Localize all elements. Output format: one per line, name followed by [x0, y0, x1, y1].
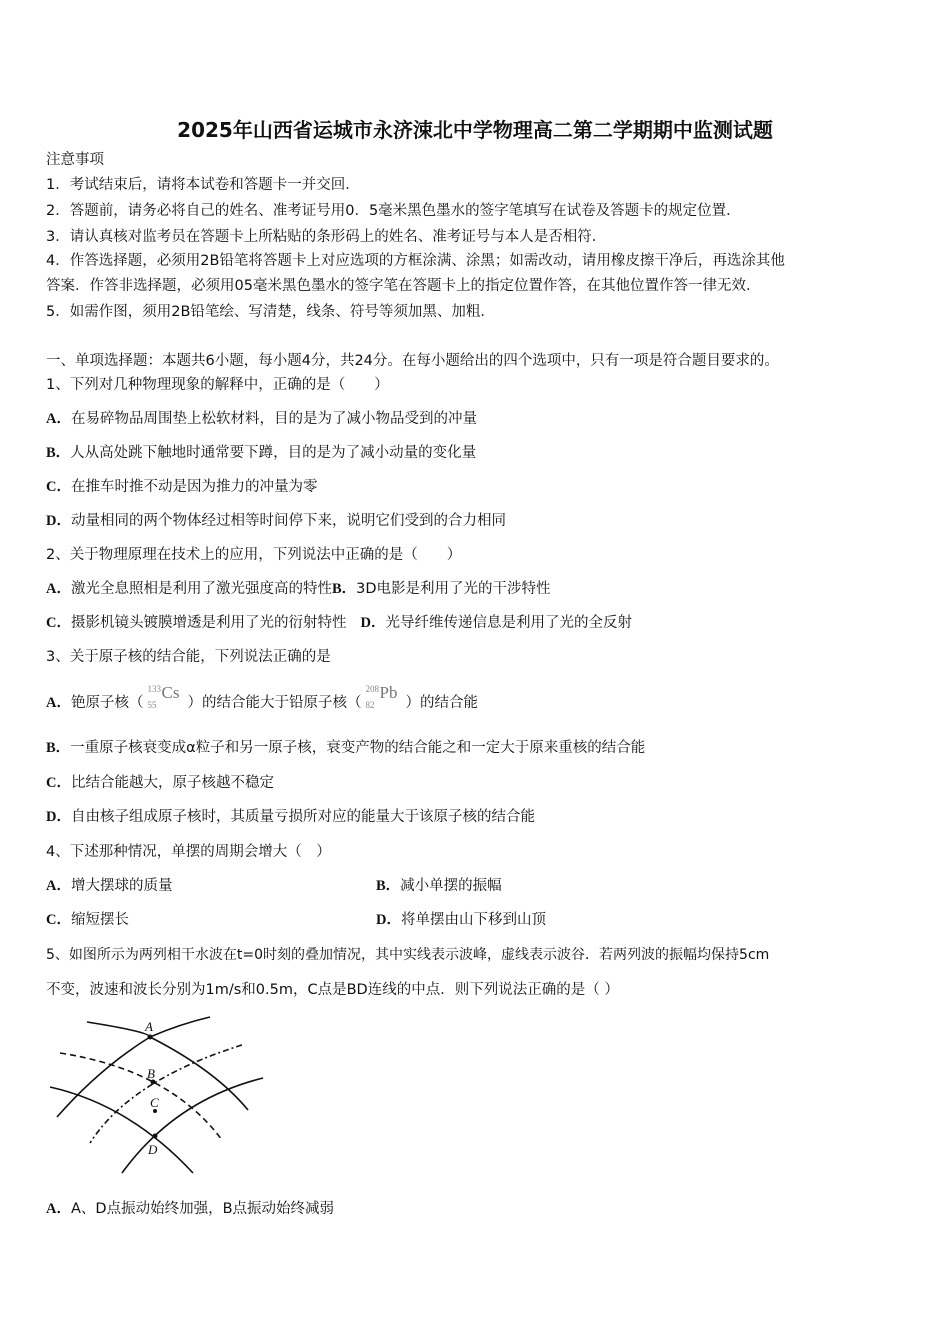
option-label: B．: [46, 740, 71, 756]
option-text: 动量相同的两个物体经过相等时间停下来，说明它们受到的合力相同: [70, 513, 506, 529]
atomic-number: 82: [365, 700, 375, 710]
notice-item: 5．如需作图，须用2B铅笔绘、写清楚，线条、符号等须加黑、加粗．: [46, 304, 495, 320]
option-label: C．: [46, 775, 71, 791]
option-label: B．: [376, 878, 401, 894]
option-text: 将单摆由山下移到山顶: [400, 912, 546, 928]
notice-item: 1．考试结束后，请将本试卷和答题卡一并交回．: [46, 177, 360, 193]
label-a: A: [145, 1019, 153, 1034]
trough-line: [90, 1045, 242, 1143]
option-text: 铯原子核（: [70, 695, 144, 711]
option-text: 激光全息照相是利用了激光强度高的特性: [70, 581, 332, 597]
label-c: C: [150, 1095, 159, 1110]
section-heading: 一、单项选择题：本题共6小题，每小题4分，共24分。在每小题给出的四个选项中，只有一项是符合题目要求的。: [46, 353, 779, 369]
question-1-stem: 1、下列对几种物理现象的解释中，正确的是（ ）: [46, 377, 389, 393]
option-label: B．: [331, 581, 357, 597]
mass-number: 133: [147, 684, 161, 694]
crest-line: [150, 1037, 248, 1110]
crest-line: [122, 1078, 263, 1173]
option-label: D．: [46, 809, 71, 825]
option-label: C．: [46, 479, 71, 495]
option-text: 3D电影是利用了光的干涉特性: [356, 581, 551, 597]
question-5-stem-line2: 不变，波速和波长分别为1m/s和0.5m，C点是BD连线的中点．则下列说法正确的是（ ）: [46, 982, 619, 998]
option-text: A、D点振动始终加强，B点振动始终减弱: [70, 1201, 335, 1217]
q5-option-a[interactable]: [46, 1199, 334, 1219]
mass-number: 208: [365, 684, 379, 694]
option-text: ）的结合能大于铅原子核（: [187, 695, 362, 711]
atomic-number: 55: [147, 700, 157, 710]
option-label: D．: [46, 513, 71, 529]
option-text: 减小单摆的振幅: [400, 878, 502, 894]
option-label: A．: [46, 878, 71, 894]
option-label: B．: [46, 445, 71, 461]
question-3-stem: 3、关于原子核的结合能，下列说法正确的是: [46, 649, 331, 665]
page-title: 2025年山西省运城市永济涑北中学物理高二第二学期期中监测试题: [177, 118, 773, 142]
option-text: 在易碎物品周围垫上松软材料，目的是为了减小物品受到的冲量: [70, 411, 477, 427]
option-text: ）的结合能: [405, 695, 478, 711]
notice-item: 2．答题前，请务必将自己的姓名、准考证号用0．5毫米黑色墨水的签字笔填写在试卷及答题卡的规定位置．: [46, 203, 741, 219]
question-4-stem: 4、下述那种情况，单摆的周期会增大（ ）: [46, 844, 331, 860]
label-d: D: [148, 1142, 158, 1157]
notice-item: 答案．作答非选择题，必须用05毫米黑色墨水的签字笔在答题卡上的指定位置作答，在其他位置作答一律无效．: [46, 278, 761, 294]
point-d-dot: [153, 1134, 158, 1139]
option-label: C．: [46, 615, 71, 631]
crest-line: [50, 1087, 193, 1173]
option-text: 在推车时推不动是因为推力的冲量为零: [70, 479, 318, 495]
option-label: D．: [376, 912, 401, 928]
option-label: A．: [46, 1201, 71, 1217]
option-label: A．: [46, 581, 71, 597]
option-text: 人从高处跳下触地时通常要下蹲，目的是为了减小动量的变化量: [70, 445, 477, 461]
notice-item: 4．作答选择题，必须用2B铅笔将答题卡上对应选项的方框涂满、涂黑；如需改动，请用橡皮擦干净后，再选涂其他: [46, 253, 785, 269]
option-text: 比结合能越大，原子核越不稳定: [70, 775, 274, 791]
option-text: 自由核子组成原子核时，其质量亏损所对应的能量大于该原子核的结合能: [70, 809, 535, 825]
option-text: 摄影机镜头镀膜增透是利用了光的衍射特性: [70, 615, 347, 631]
option-label: C．: [46, 912, 71, 928]
option-text: 光导纤维传递信息是利用了光的全反射: [385, 615, 632, 631]
option-text: 增大摆球的质量: [70, 878, 173, 894]
option-text: 缩短摆长: [70, 912, 129, 928]
element-symbol: Cs: [161, 683, 180, 702]
question-2-stem: 2、关于物理原理在技术上的应用，下列说法中正确的是（ ）: [46, 547, 462, 563]
notice-item: 3．请认真核对监考员在答题卡上所粘贴的条形码上的姓名、准考证号与本人是否相符．: [46, 229, 607, 245]
question-5-stem-line1: 5、如图所示为两列相干水波在t=0时刻的叠加情况，其中实线表示波峰，虚线表示波谷．若两列波的振幅均保持5cm: [46, 947, 770, 963]
option-label: D．: [360, 615, 386, 631]
element-symbol: Pb: [379, 683, 398, 702]
notice-heading: 注意事项: [46, 152, 104, 168]
point-a-dot: [148, 1035, 153, 1040]
option-label: A．: [46, 411, 71, 427]
option-text: 一重原子核衰变成α粒子和另一原子核，衰变产物的结合能之和一定大于原来重核的结合能: [70, 740, 646, 756]
label-b: B: [147, 1066, 155, 1081]
option-label: A．: [46, 695, 71, 711]
